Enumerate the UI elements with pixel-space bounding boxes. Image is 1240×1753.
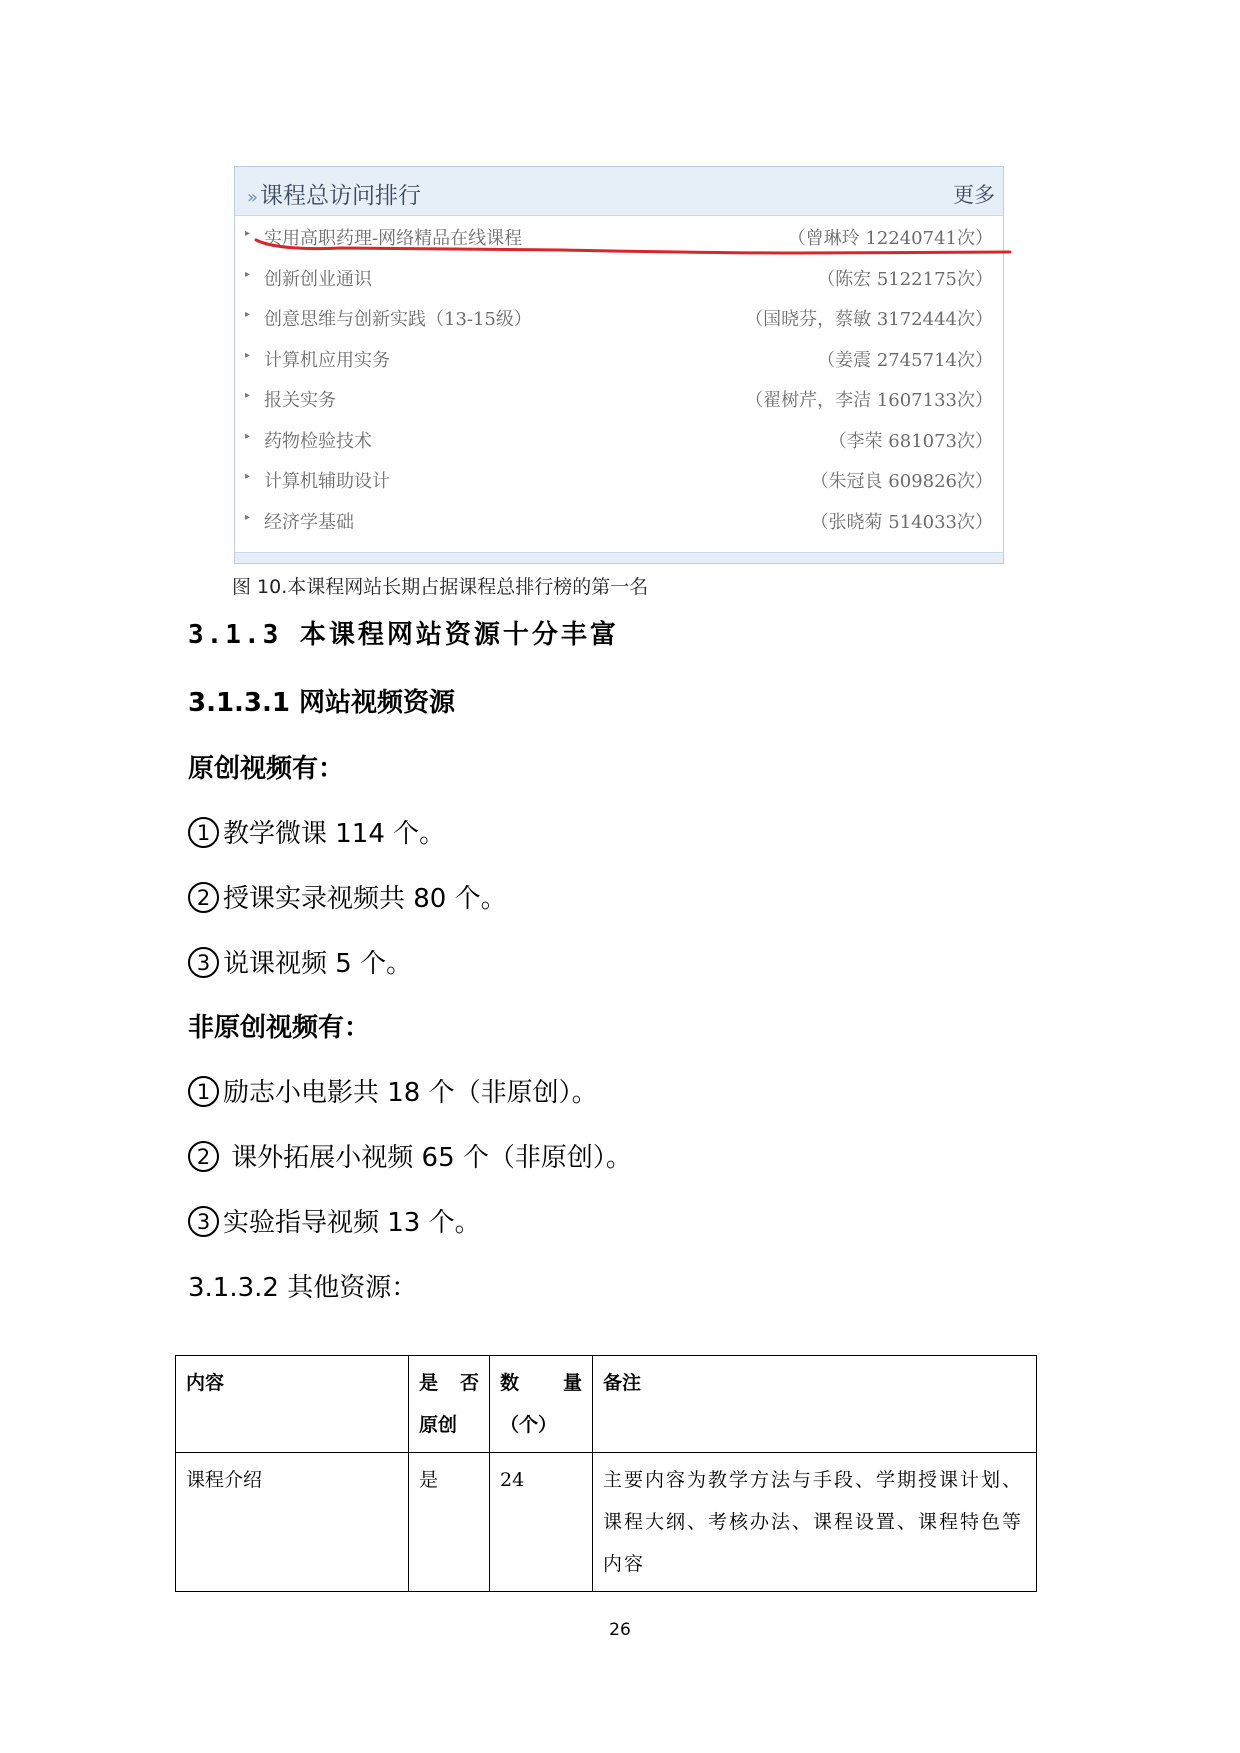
item-text: 说课视频 5 个。 [223,949,413,979]
course-stats: （翟树芹，李洁 1607133次） [745,390,993,411]
section-heading-3-1-3: 3.1.3 本课程网站资源十分丰富 [188,620,619,650]
header-count-c: （个） [500,1414,558,1436]
list-item [188,1072,598,1109]
bullet-icon: ▸ [245,268,251,280]
header-count-b: 量 [562,1372,582,1394]
list-item [188,878,507,915]
widget-footer-bar [235,552,1003,563]
course-name[interactable]: 创新创业通识 [264,268,372,290]
list-item[interactable] [235,459,1003,500]
header-content: 内容 [176,1356,409,1453]
bullet-icon: ▸ [245,511,251,523]
course-ranking-widget [234,166,1004,564]
page-number: 26 [609,1620,631,1640]
course-name[interactable]: 创意思维与创新实践（13-15级） [264,309,532,330]
list-item[interactable] [235,257,1003,298]
circled-number: 2 [188,1141,219,1172]
circled-number: 3 [188,947,219,978]
item-text: 授课实录视频共 80 个。 [223,884,507,914]
bullet-icon: ▸ [245,471,251,482]
widget-title-text: 课程总访问排行 [260,183,422,209]
course-name[interactable]: 药物检验技术 [264,430,372,452]
list-item[interactable] [235,378,1003,419]
more-link[interactable]: 更多 [953,183,995,207]
course-stats: （陈宏 5122175次） [817,268,993,290]
widget-title [247,177,421,210]
figure-caption: 图 10.本课程网站长期占据课程总排行榜的第一名 [232,576,649,598]
list-item[interactable] [235,500,1003,541]
list-item[interactable] [235,419,1003,460]
course-name[interactable]: 计算机辅助设计 [264,471,390,492]
header-original [409,1356,490,1453]
course-stats: （国晓芬，蔡敏 3172444次） [745,309,993,330]
section-heading-3-1-3-2: 3.1.3.2 其他资源： [188,1273,418,1303]
course-stats: （姜震 2745714次） [817,349,993,371]
header-original-c: 原创 [419,1414,458,1436]
header-original-b: 否 [459,1372,479,1394]
list-item[interactable] [235,216,1003,257]
course-name[interactable]: 报关实务 [264,390,336,411]
section-heading-3-1-3-1: 3.1.3.1 网站视频资源 [188,688,456,718]
course-name[interactable]: 计算机应用实务 [264,349,390,371]
item-text: 实验指导视频 13 个。 [223,1208,481,1238]
non-original-videos-heading: 非原创视频有： [188,1013,371,1043]
resources-table [175,1355,1037,1592]
circled-number: 2 [188,882,219,913]
table-header-row [176,1356,1037,1453]
list-item [188,1202,481,1239]
course-stats: （曾琳玲 12240741次） [787,228,993,249]
course-stats: （李荣 681073次） [828,430,993,452]
bullet-icon: ▸ [245,349,251,361]
table-row [176,1453,1037,1592]
list-item [188,943,412,980]
list-item[interactable] [235,297,1003,338]
ranking-list [235,216,1003,540]
circled-number: 1 [188,817,219,848]
widget-header [235,167,1003,216]
header-count [490,1356,593,1453]
item-text: 励志小电影共 18 个（非原创）。 [223,1078,598,1108]
item-text: 教学微课 114 个。 [223,819,446,849]
bullet-icon: ▸ [245,390,251,401]
item-text: 课外拓展小视频 65 个（非原创）。 [223,1143,632,1173]
circled-number: 3 [188,1206,219,1237]
list-item[interactable] [235,338,1003,379]
bullet-icon: ▸ [245,228,251,239]
header-count-a: 数 [500,1372,520,1394]
original-videos-heading: 原创视频有： [188,754,345,784]
course-name[interactable]: 经济学基础 [264,511,354,533]
double-chevron-icon: » [247,187,259,208]
cell-content: 课程介绍 [176,1453,409,1592]
header-original-a: 是 [419,1372,439,1394]
cell-count: 24 [490,1453,593,1592]
bullet-icon: ▸ [245,309,251,320]
list-item [188,813,445,850]
course-name[interactable]: 实用高职药理-网络精品在线课程 [264,228,523,249]
cell-original: 是 [409,1453,490,1592]
cell-remarks: 主要内容为教学方法与手段、学期授课计划、课程大纲、考核办法、课程设置、课程特色等内容 [593,1453,1037,1592]
course-stats: （张晓菊 514033次） [810,511,993,533]
list-item [188,1137,632,1174]
course-stats: （朱冠良 609826次） [810,471,993,492]
header-remarks: 备注 [593,1356,1037,1453]
bullet-icon: ▸ [245,430,251,442]
circled-number: 1 [188,1076,219,1107]
